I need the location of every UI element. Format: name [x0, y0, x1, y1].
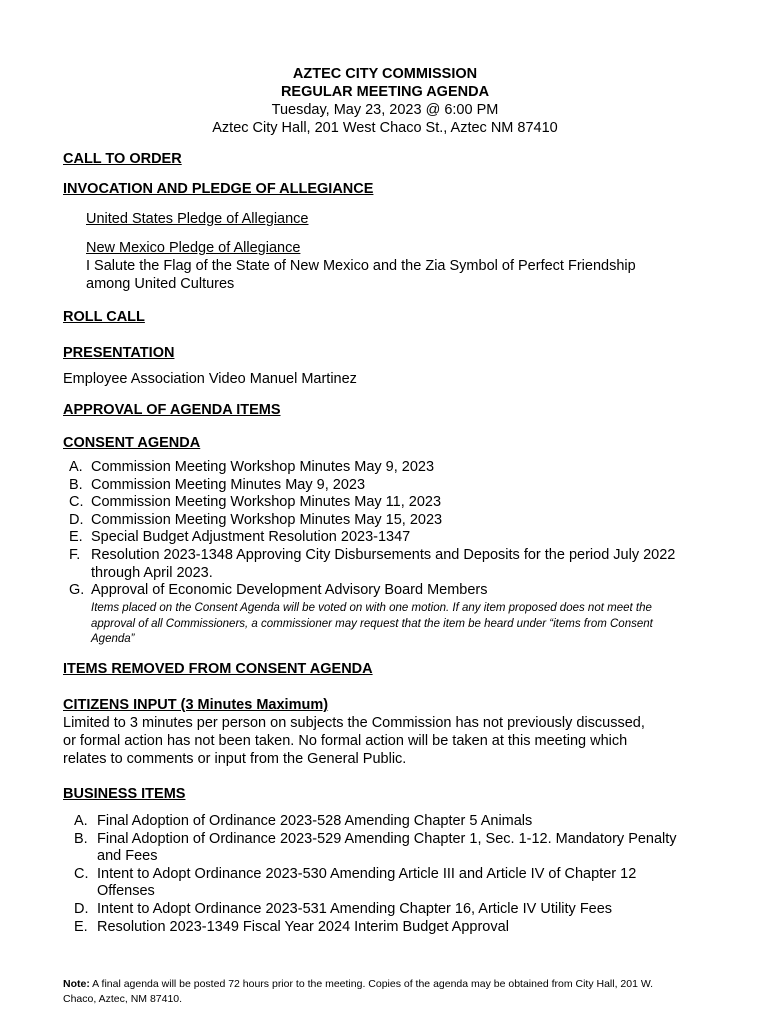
meeting-subtitle: REGULAR MEETING AGENDA: [280, 84, 490, 100]
section-items-removed: ITEMS REMOVED FROM CONSENT AGENDA: [63, 661, 373, 677]
list-item: G. Approval of Economic Development Advisory Board Members: [69, 582, 488, 599]
consent-note: Items placed on the Consent Agenda will be voted on with one motion. If any item proposed does not meet the approval of all Commissioners, a commissioner may request that the item be heard under “items from Consent Agenda”: [91, 602, 653, 645]
list-item: A. Final Adoption of Ordinance 2023-528 Amending Chapter 5 Animals: [74, 813, 533, 829]
business-list: [63, 813, 743, 936]
list-item: D. Commission Meeting Workshop Minutes May 15, 2023: [69, 511, 443, 528]
us-pledge-label: United States Pledge of Allegiance: [86, 211, 309, 227]
list-item: E. Resolution 2023-1349 Fiscal Year 2024 Interim Budget Approval: [74, 918, 509, 935]
consent-list: [63, 459, 743, 600]
footer-note: [63, 977, 733, 1006]
nm-pledge-text-cont: among United Cultures: [86, 276, 235, 292]
section-invocation: INVOCATION AND PLEDGE OF ALLEGIANCE: [63, 181, 374, 197]
section-consent-agenda: CONSENT AGENDA: [63, 435, 201, 451]
note-label: Note:: [63, 978, 90, 990]
section-citizens-input: CITIZENS INPUT (3 Minutes Maximum): [63, 697, 329, 713]
citizens-text: Limited to 3 minutes per person on subjects the Commission has not previously discussed,: [63, 715, 645, 731]
section-business-items: BUSINESS ITEMS: [63, 786, 186, 802]
section-presentation: PRESENTATION: [63, 345, 175, 361]
section-roll-call: ROLL CALL: [63, 309, 145, 325]
nm-pledge-text: I Salute the Flag of the State of New Mexico and the Zia Symbol of Perfect Friendship: [86, 258, 636, 274]
list-item: F. Resolution 2023-1348 Approving City Disbursements and Deposits for the period July 2022 through April 2023.: [69, 546, 676, 581]
list-item: E. Special Budget Adjustment Resolution 2023-1347: [69, 529, 411, 546]
list-item: D. Intent to Adopt Ordinance 2023-531 Amending Chapter 16, Article IV Utility Fees: [74, 900, 613, 917]
commission-title: AZTEC CITY COMMISSION: [292, 66, 478, 82]
note-text-cont: Chaco, Aztec, NM 87410.: [63, 992, 183, 1005]
list-item: C. Intent to Adopt Ordinance 2023-530 Amending Article III and Article IV of Chapter 12 Offenses: [74, 865, 637, 900]
section-approval: APPROVAL OF AGENDA ITEMS: [63, 402, 281, 418]
meeting-date: Tuesday, May 23, 2023 @ 6:00 PM: [271, 102, 499, 118]
citizens-text-end: relates to comments or input from the General Public.: [63, 751, 407, 767]
list-item: A. Commission Meeting Workshop Minutes May 9, 2023: [69, 459, 435, 475]
list-item: B. Commission Meeting Minutes May 9, 2023: [69, 476, 366, 493]
citizens-text-cont: or formal action has not been taken. No formal action will be taken at this meeting which: [63, 733, 628, 749]
note-text: A final agenda will be posted 72 hours prior to the meeting. Copies of the agenda may be obtained from City Hall, 201 W.: [89, 978, 654, 990]
list-item: C. Commission Meeting Workshop Minutes May 11, 2023: [69, 494, 442, 511]
presentation-item: Employee Association Video Manuel Martinez: [63, 371, 357, 387]
meeting-location: Aztec City Hall, 201 West Chaco St., Aztec NM 87410: [212, 120, 558, 136]
list-item: B. Final Adoption of Ordinance 2023-529 Amending Chapter 1, Sec. 1-12. Mandatory Penalty and Fees: [74, 830, 677, 865]
section-call-to-order: CALL TO ORDER: [63, 151, 182, 167]
nm-pledge-label: New Mexico Pledge of Allegiance: [86, 240, 301, 256]
